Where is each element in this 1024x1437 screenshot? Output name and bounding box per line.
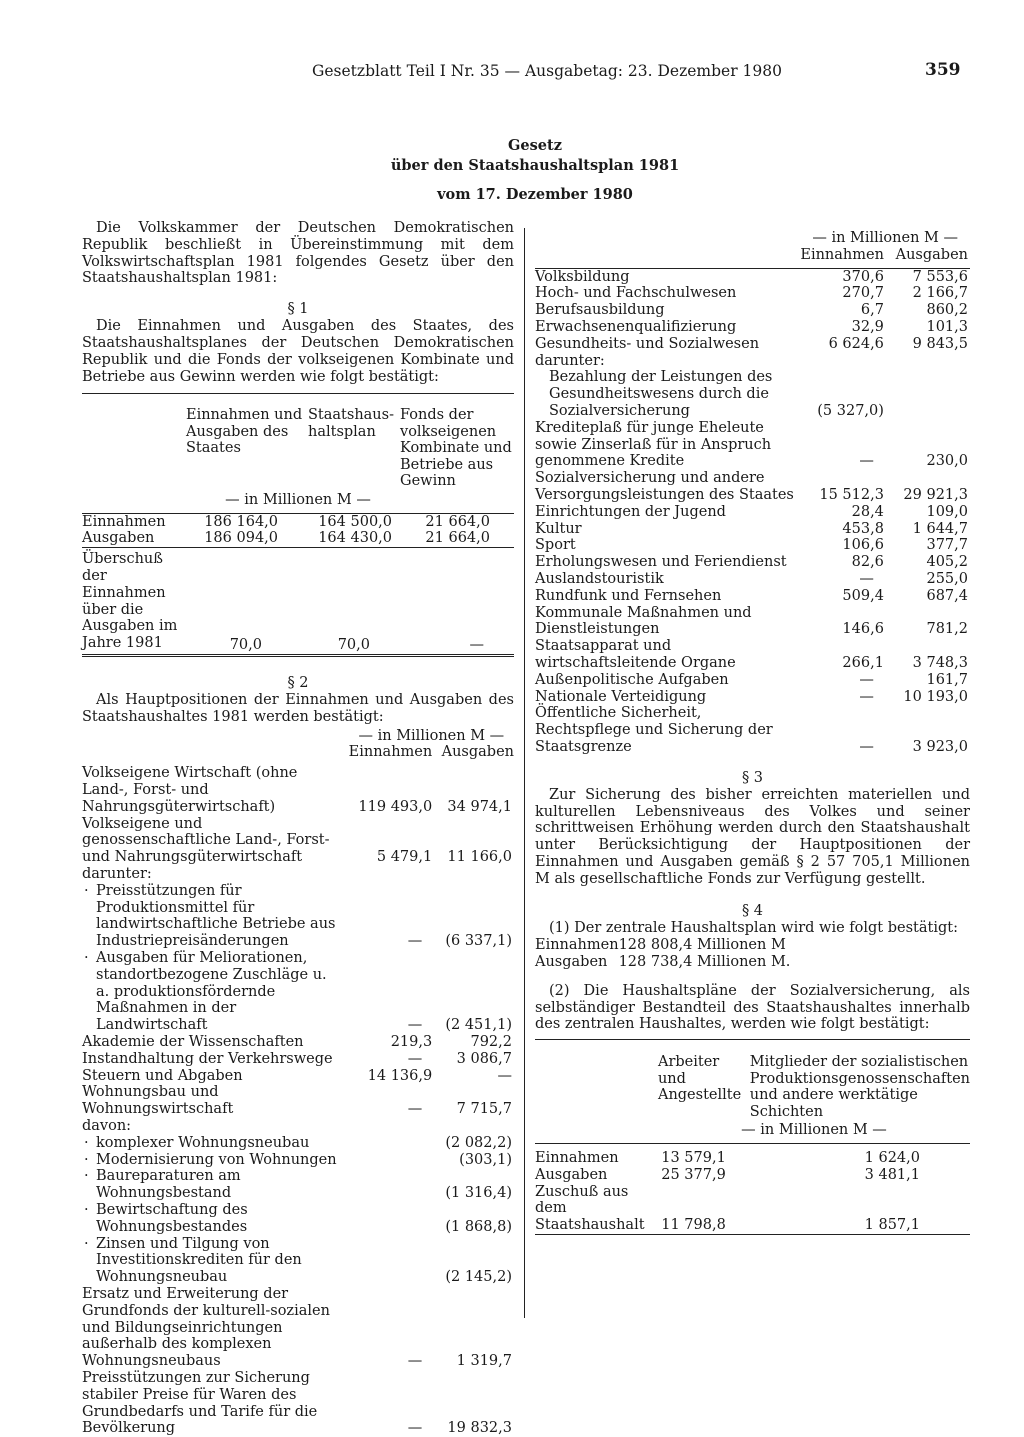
value-income	[800, 353, 884, 370]
section-2-heading: § 2	[287, 675, 309, 692]
row-label: Bezahlung der Leistungen des Gesundheitswesens durch die Sozialversicherung	[549, 369, 773, 419]
table-row	[535, 605, 970, 639]
row-label: · Baureparaturen am Wohnungsbestand	[82, 1168, 349, 1202]
value-expense	[432, 1118, 514, 1135]
value-income: 32,9	[851, 318, 884, 335]
row-label: Berufsausbildung	[535, 302, 665, 319]
value-income: (5 327,0)	[817, 402, 884, 419]
value-expense: 1 644,7	[912, 520, 968, 537]
row-label: Erwachsenenqualifizierung	[535, 318, 737, 335]
value-expense: 11 166,0	[447, 849, 512, 866]
law-date: vom 17. Dezember 1980	[437, 186, 633, 203]
table-row	[535, 302, 970, 319]
row-label: davon:	[82, 1117, 132, 1134]
row-label: Ersatz und Erweiterung der Grundfonds der kulturell-sozialen und Bildungseinrichtungen außerhalb des komplexen Wohnungsneubaus	[82, 1285, 330, 1370]
value-income: 119 493,0	[358, 798, 433, 815]
table-row	[82, 1168, 514, 1202]
table-row	[535, 537, 970, 554]
value-income	[349, 1202, 433, 1236]
value-income: 6 624,6	[828, 335, 884, 352]
value-income: —	[407, 1420, 423, 1437]
value-state: 186 164,0	[204, 513, 278, 530]
value-income	[349, 1236, 433, 1286]
table-row	[535, 369, 970, 419]
value-income: —	[859, 688, 874, 705]
value-income: —	[407, 1353, 423, 1370]
table-row	[535, 638, 970, 672]
section-4-para-2: (2) Die Haushaltspläne der Sozialversicherung, als selbständiger Bestandteil des Staatshaushaltes innerhalb des zentralen Haushaltes, werden wie folgt bestätigt:	[535, 982, 970, 1033]
value-income	[349, 1152, 433, 1169]
value-workers: 11 798,8	[661, 1217, 726, 1234]
value-expense	[884, 369, 970, 419]
table-row	[535, 571, 970, 588]
row-label: Preisstützungen zur Sicherung stabiler Preise für Waren des Grundbedarfs und Tarife für die Bevölkerung	[82, 1369, 318, 1437]
table-row	[535, 937, 790, 954]
row-label: Kreditерlaß für junge Eheleute sowie Zinserlaß für in Anspruch genommene Kredite	[535, 419, 772, 470]
running-title: Gesetzblatt Teil I Nr. 35 — Ausgabetag: 23. Dezember 1980	[312, 62, 783, 80]
row-label: darunter:	[82, 866, 152, 883]
row-label: Einnahmen	[535, 937, 619, 954]
value-expense: (303,1)	[459, 1151, 512, 1168]
table-row	[82, 530, 514, 547]
row-label: Erholungswesen und Feriendienst	[535, 554, 787, 571]
law-title: Gesetz	[508, 137, 562, 154]
value-expense: 3 748,3	[912, 654, 968, 671]
value-expense: 9 843,5	[912, 335, 968, 352]
value-expense: (6 337,1)	[445, 933, 512, 950]
value-income: 266,1	[842, 654, 884, 671]
value-budget: 70,0	[337, 637, 370, 654]
value-income: 14 136,9	[367, 1067, 433, 1084]
value-income: 106,6	[842, 537, 884, 554]
row-label: Wohnungsbau und Wohnungswirtschaft	[82, 1084, 234, 1118]
value-expense: 860,2	[926, 302, 968, 319]
main-positions-table	[82, 728, 514, 1437]
table-row	[535, 353, 970, 370]
unit-label: — in Millionen M —	[358, 727, 505, 744]
row-label: darunter:	[535, 352, 605, 369]
col-head-expense: Ausgaben	[441, 744, 514, 761]
budget-overview-table	[82, 393, 514, 661]
value-workers: 25 377,9	[661, 1166, 726, 1183]
value-income: 6,7	[860, 302, 884, 319]
row-label: Ausgaben	[82, 530, 155, 547]
preamble: Die Volkskammer der Deutschen Demokratischen Republik beschließt in Übereinstimmung mit dem Volkswirtschaftsplan 1981 folgendes Gesetz über den Staatshaushaltsplan 1981:	[82, 220, 514, 287]
value-expense	[432, 866, 514, 883]
value-expense: 3 086,7	[456, 1050, 512, 1067]
row-label: Volksbildung	[535, 268, 630, 285]
table-row	[82, 1118, 514, 1135]
value-income: —	[859, 671, 874, 688]
value-income: 82,6	[851, 554, 884, 571]
table-row	[82, 765, 514, 815]
value-state: 70,0	[229, 637, 262, 654]
row-label: Nationale Verteidigung	[535, 688, 707, 705]
value-state: 186 094,0	[204, 530, 278, 547]
table-row	[535, 954, 790, 971]
row-label: Zuschuß aus dem Staatshaushalt	[535, 1183, 645, 1234]
value-expense: 687,4	[926, 587, 968, 604]
table-row	[535, 504, 970, 521]
value-budget: 164 430,0	[318, 530, 392, 547]
table-row	[535, 268, 970, 285]
value-income: —	[859, 453, 874, 470]
value-expense: 7 553,6	[912, 268, 968, 285]
value-income: 15 512,3	[819, 486, 884, 503]
table-row	[82, 866, 514, 883]
row-label: · Ausgaben für Meliorationen, standortbezogene Zuschläge u. a. produktionsfördernde Maßnahmen in der Landwirtschaft	[82, 950, 349, 1034]
table-row	[535, 705, 970, 755]
table-row	[82, 1068, 514, 1085]
value-expense: 792,2	[470, 1033, 512, 1050]
value-income: 370,6	[842, 268, 884, 285]
row-value: 128 808,4 Millionen M	[618, 937, 786, 954]
value-income: 28,4	[851, 503, 884, 520]
value-income	[349, 1118, 433, 1135]
row-value: 128 738,4 Millionen M.	[618, 954, 791, 971]
col-head-funds: Fonds der volkseigenen Kombinate und Betriebe aus Gewinn	[400, 407, 512, 490]
value-expense: (1 316,4)	[445, 1185, 512, 1202]
row-label: Sozialversicherung und andere Versorgungsleistungen des Staates	[535, 470, 794, 503]
row-label: Volkseigene und genossenschaftliche Land-, Forst- und Nahrungsgüterwirtschaft	[82, 815, 330, 866]
value-expense	[884, 353, 970, 370]
value-income: —	[407, 1050, 423, 1067]
value-income: —	[407, 1017, 423, 1034]
table-row	[82, 1370, 514, 1437]
central-budget-table	[535, 937, 790, 971]
value-income	[349, 1135, 433, 1152]
value-income	[349, 1168, 433, 1202]
value-expense: 230,0	[926, 453, 968, 470]
row-label: Hoch- und Fachschulwesen	[535, 285, 737, 302]
table-row	[535, 285, 970, 302]
table-row	[82, 1135, 514, 1152]
value-expense: (1 868,8)	[445, 1218, 512, 1235]
table-row	[82, 950, 514, 1034]
unit-label: — in Millionen M —	[225, 491, 371, 508]
row-label: Außenpolitische Aufgaben	[535, 671, 729, 688]
page-header	[0, 60, 1024, 88]
law-subtitle: über den Staatshaushaltsplan 1981	[390, 157, 680, 174]
row-label: · Bewirtschaftung des Wohnungsbestandes	[82, 1202, 349, 1236]
unit-label: — in Millionen M —	[812, 230, 958, 246]
table-row	[535, 672, 970, 689]
value-expense: 405,2	[926, 554, 968, 571]
col-head-workers: Arbeiter und Angestellte	[657, 1054, 742, 1104]
value-expense: 2 166,7	[912, 285, 968, 302]
value-cooperatives: 1 857,1	[864, 1217, 920, 1234]
value-income: —	[859, 570, 874, 587]
row-label: Überschuß der Einnahmen über die Ausgaben im Jahre 1981	[82, 551, 178, 652]
value-cooperatives: 1 624,0	[864, 1150, 920, 1167]
col-head-state: Einnahmen und Ausgaben des Staates	[186, 407, 303, 457]
value-funds: 21 664,0	[425, 530, 490, 547]
value-expense: 10 193,0	[903, 688, 968, 705]
table-row	[82, 816, 514, 866]
value-expense: (2 145,2)	[445, 1269, 512, 1286]
value-workers: 13 579,1	[661, 1150, 726, 1167]
value-expense: —	[497, 1067, 512, 1084]
value-expense: 29 921,3	[903, 486, 968, 503]
left-column	[82, 220, 514, 1437]
table-row	[82, 1051, 514, 1068]
page-number: 359	[925, 60, 961, 80]
table-row	[82, 1236, 514, 1286]
table-row	[82, 883, 514, 950]
row-label: Rundfunk und Fernsehen	[535, 587, 722, 604]
section-3-text: Zur Sicherung des bisher erreichten materiellen und kulturellen Lebensniveaus des Volkes und seiner schrittweisen Erhöhung werden durch den Staatshaushalt unter Berücksichtigung der Hauptpositionen der Einnahmen und Ausgaben gemäß § 2 57 705,1 Millionen M als gesellschaftliche Fonds zur Verfügung gestellt.	[535, 786, 970, 887]
value-expense: 1 319,7	[456, 1353, 512, 1370]
section-4-heading: § 4	[741, 903, 764, 920]
value-expense: 7 715,7	[456, 1101, 512, 1118]
table-row	[82, 1152, 514, 1169]
row-label: · Preisstützungen für Produktionsmittel für landwirtschaftliche Betriebe aus Industriepreisänderungen	[82, 883, 349, 950]
row-label: Akademie der Wissenschaften	[82, 1033, 304, 1050]
value-expense: (2 451,1)	[445, 1017, 512, 1034]
row-label: Steuern und Abgaben	[82, 1067, 243, 1084]
table-row	[535, 588, 970, 605]
row-label: Sport	[535, 537, 576, 554]
value-income	[349, 866, 433, 883]
row-label: Kommunale Maßnahmen und Dienstleistungen	[535, 604, 752, 638]
main-positions-table-continued	[535, 230, 970, 756]
unit-label: — in Millionen M —	[741, 1122, 887, 1139]
section-3-heading: § 3	[741, 769, 764, 786]
column-divider	[524, 228, 525, 1318]
row-label: · Modernisierung von Wohnungen	[82, 1152, 349, 1169]
table-row	[82, 548, 514, 656]
row-label: Gesundheits- und Sozialwesen	[535, 335, 760, 352]
row-label: Instandhaltung der Verkehrswege	[82, 1050, 333, 1067]
row-label: Ausgaben	[535, 954, 608, 971]
col-head-income: Einnahmen	[348, 744, 433, 761]
row-label: Staatsapparat und wirtschaftsleitende Organe	[535, 638, 736, 671]
table-row	[535, 336, 970, 353]
value-funds: —	[469, 637, 484, 654]
value-expense: 781,2	[926, 621, 968, 638]
table-row	[535, 1167, 970, 1184]
table-row	[535, 1144, 970, 1167]
table-row	[535, 420, 970, 470]
value-income: —	[859, 738, 874, 755]
value-income: 5 479,1	[376, 849, 433, 866]
right-column	[535, 220, 970, 1237]
table-row	[535, 1184, 970, 1235]
table-row	[82, 513, 514, 530]
value-income: 509,4	[842, 587, 884, 604]
col-head-budget: Staatshaus-haltsplan	[308, 407, 394, 440]
row-label: Einrichtungen der Jugend	[535, 503, 726, 520]
value-expense: (2 082,2)	[445, 1134, 512, 1151]
value-expense: 161,7	[926, 671, 968, 688]
row-label: Volkseigene Wirtschaft (ohne Land-, Forst- und Nahrungsgüterwirtschaft)	[82, 765, 298, 815]
row-label: Einnahmen	[82, 513, 166, 530]
table-row	[535, 554, 970, 571]
section-2-text: Als Hauptpositionen der Einnahmen und Ausgaben des Staatshaushaltes 1981 werden bestätigt:	[82, 692, 514, 725]
row-label: Ausgaben	[535, 1166, 608, 1183]
section-1-text: Die Einnahmen und Ausgaben des Staates, des Staatshaushaltsplanes der Deutschen Demokratischen Republik und die Fonds der volkseigenen Kombinate und Betriebe aus Gewinn werden wie folgt bestätigt:	[82, 318, 514, 385]
section-1-heading: § 1	[287, 301, 309, 318]
value-expense: 34 974,1	[447, 798, 512, 815]
row-label: Öffentliche Sicherheit, Rechtspflege und Sicherung der Staatsgrenze	[535, 705, 773, 755]
col-head-income: Einnahmen	[800, 246, 884, 263]
value-income: 146,6	[842, 621, 884, 638]
value-expense: 3 923,0	[912, 738, 968, 755]
col-head-expense: Ausgaben	[895, 246, 968, 263]
col-head-cooperatives: Mitglieder der sozialistischen Produktionsgenossenschaften und andere werktätige Schichten	[749, 1054, 970, 1120]
value-income: 453,8	[842, 520, 884, 537]
table-row	[535, 521, 970, 538]
section-4-para-1: (1) Der zentrale Haushaltsplan wird wie folgt bestätigt:	[549, 920, 958, 937]
table-row	[82, 1286, 514, 1370]
value-expense: 101,3	[926, 318, 968, 335]
value-income: 219,3	[390, 1033, 433, 1050]
value-budget: 164 500,0	[318, 513, 392, 530]
table-row	[535, 470, 970, 504]
value-expense: 255,0	[926, 570, 968, 587]
table-row	[535, 689, 970, 706]
value-cooperatives: 3 481,1	[864, 1166, 920, 1183]
value-income: —	[407, 1101, 423, 1118]
row-label: · komplexer Wohnungsneubau	[82, 1135, 349, 1152]
value-expense: 109,0	[926, 503, 968, 520]
table-row	[82, 1084, 514, 1118]
value-expense: 19 832,3	[447, 1420, 512, 1437]
row-label: Kultur	[535, 520, 582, 537]
table-row	[535, 319, 970, 336]
table-row	[82, 1034, 514, 1051]
value-income: —	[407, 933, 423, 950]
social-insurance-table	[535, 1039, 970, 1237]
value-funds: 21 664,0	[425, 513, 490, 530]
value-expense: 377,7	[926, 537, 968, 554]
value-income: 270,7	[842, 285, 884, 302]
table-row	[82, 1202, 514, 1236]
row-label: Auslandstouristik	[535, 570, 664, 587]
row-label: Einnahmen	[535, 1150, 619, 1167]
row-label: · Zinsen und Tilgung von Investitionskrediten für den Wohnungsneubau	[82, 1236, 349, 1286]
